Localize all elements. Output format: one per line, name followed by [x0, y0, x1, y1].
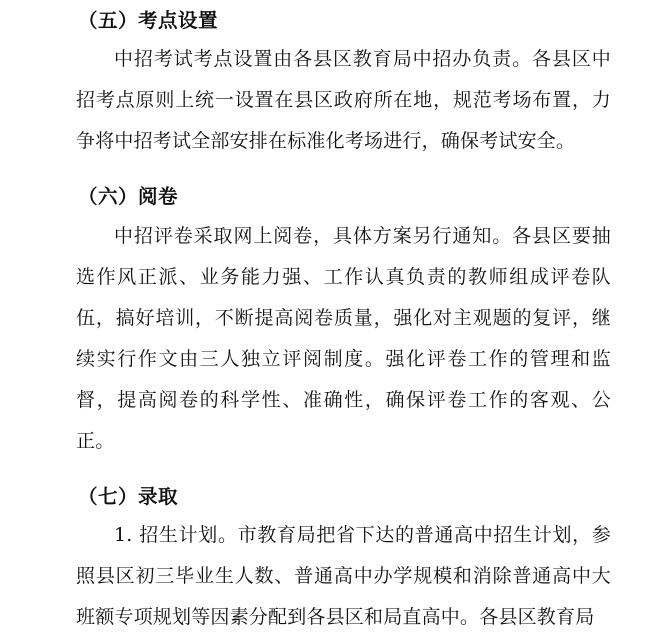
paragraph-marking: 中招评卷采取网上阅卷，具体方案另行通知。各县区要抽选作风正派、业务能力强、工作认真负责的教师组成评卷队伍，搞好培训，不断提高阅卷质量，强化对主观题的复评，继续实行作文由三人独立评阅制度。强化评卷工作的管理和监督，提高阅卷的科学性、准确性，确保评卷工作的客观、公正。: [76, 224, 611, 452]
heading-section-six: （六）阅卷: [78, 185, 179, 209]
heading-section-seven: （七）录取: [78, 484, 179, 508]
paragraph-exam-sites: 中招考试考点设置由各县区教育局中招办负责。各县区中招考点原则上统一设置在县区政府所在地，规范考场布置，力争将中招考试全部安排在标准化考场进行，确保考试安全。: [76, 48, 611, 153]
paragraph-admission-plan: 1. 招生计划。市教育局把省下达的普通高中招生计划，参照县区初三毕业生人数、普通高中办学规模和消除普通高中大班额专项规划等因素分配到各县区和局直高中。各县区教育局: [76, 523, 611, 628]
heading-section-five: （五）考点设置: [78, 9, 219, 32]
